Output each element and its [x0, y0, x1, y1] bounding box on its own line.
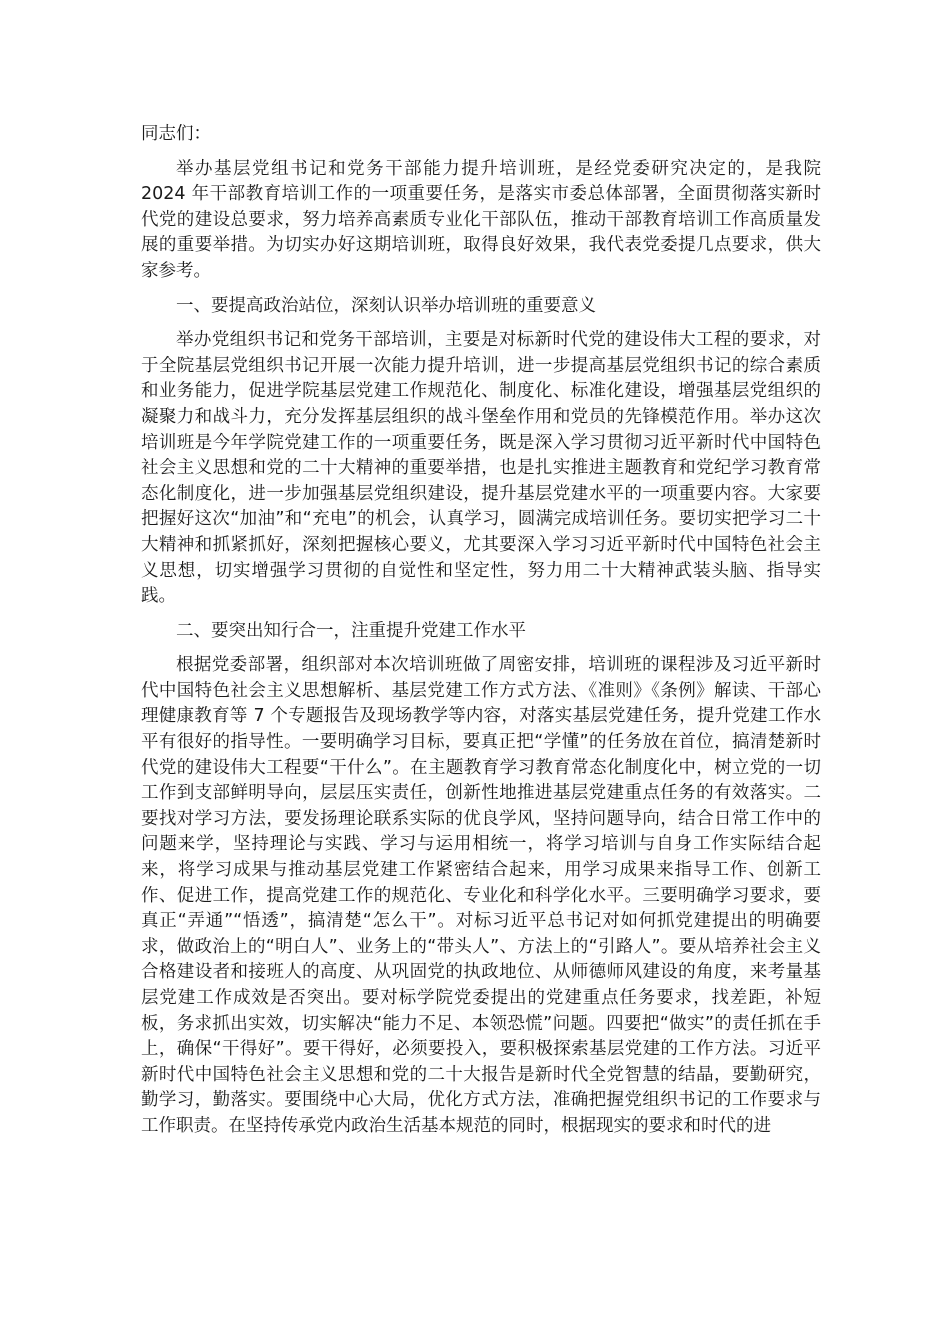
section-heading-1: 一、要提高政治站位，深刻认识举办培训班的重要意义 [176, 295, 596, 316]
document-body [141, 122, 821, 1149]
section-heading-2: 二、要突出知行合一，注重提升党建工作水平 [176, 620, 526, 641]
paragraph-intro: 举办基层党组书记和党务干部能力提升培训班，是经党委研究决定的，是我院 2024 年干部教育培训工作的一项重要任务，是落实市委总体部署，全面贯彻落实新时代党的建设总要求，努力培养高素质专业化干部队伍，推动干部教育培训工作高质量发展的重要举措。为切实办好这期培训班，取得良好效果，我代表党委提几点要求，供大家参考。 [141, 158, 821, 281]
paragraph-section-2: 根据党委部署，组织部对本次培训班做了周密安排，培训班的课程涉及习近平新时代中国特色社会主义思想解析、基层党建工作方式方法、《准则》《条例》解读、干部心理健康教育等 7 个专题报告及现场教学等内容，对落实基层党建任务，提升党建工作水平有很好的指导性。一要明确学习目标，要真正把“学懂”的任务放在首位，搞清楚新时代党的建设伟大工程要“干什么”。在主题教育学习教育常态化制度化中，树立党的一切工作到支部鲜明导向，层层压实责任，创新性地推进基层党建重点任务的有效落实。二要找对学习方法，要发扬理论联系实际的优良学风，坚持问题导向，结合日常工作中的问题来学，坚持理论与实践、学习与运用相统一，将学习培训与自身工作实际结合起来，将学习成果与推动基层党建工作紧密结合起来，用学习成果来指导工作、创新工作、促进工作，提高党建工作的规范化、专业化和科学化水平。三要明确学习要求，要真正“弄通”“悟透”，搞清楚“怎么干”。对标习近平总书记对如何抓党建提出的明确要求，做政治上的“明白人”、业务上的“带头人”、方法上的“引路人”。要从培养社会主义合格建设者和接班人的高度、从巩固党的执政地位、从师德师风建设的角度，来考量基层党建工作成效是否突出。要对标学院党委提出的党建重点任务要求，找差距，补短板，务求抓出实效，切实解决“能力不足、本领恐慌”问题。四要把“做实”的责任抓在手上，确保“干得好”。要干得好，必须要投入，要积极探索基层党建的工作方法。习近平新时代中国特色社会主义思想和党的二十大报告是新时代全党智慧的结晶，要勤研究，勤学习，勤落实。要围绕中心大局，优化方式方法，准确把握党组织书记的工作要求与工作职责。在坚持传承党内政治生活基本规范的同时，根据现实的要求和时代的进 [141, 655, 821, 1136]
greeting: 同志们： [141, 124, 211, 144]
paragraph-section-1: 举办党组织书记和党务干部培训，主要是对标新时代党的建设伟大工程的要求，对于全院基层党组织书记开展一次能力提升培训，进一步提高基层党组织书记的综合素质和业务能力，促进学院基层党建工作规范化、制度化、标准化建设，增强基层党组织的凝聚力和战斗力，充分发挥基层组织的战斗堡垒作用和党员的先锋模范作用。举办这次培训班是今年学院党建工作的一项重要任务，既是深入学习贯彻习近平新时代中国特色社会主义思想和党的二十大精神的重要举措，也是扎实推进主题教育和党纪学习教育常态化制度化，进一步加强基层党组织建设，提升基层党建水平的一项重要内容。大家要把握好这次“加油”和“充电”的机会，认真学习，圆满完成培训任务。要切实把学习二十大精神和抓紧抓好，深刻把握核心要义，尤其要深入学习习近平新时代中国特色社会主义思想，切实增强学习贯彻的自觉性和坚定性，努力用二十大精神武装头脑、指导实践。 [141, 330, 821, 607]
